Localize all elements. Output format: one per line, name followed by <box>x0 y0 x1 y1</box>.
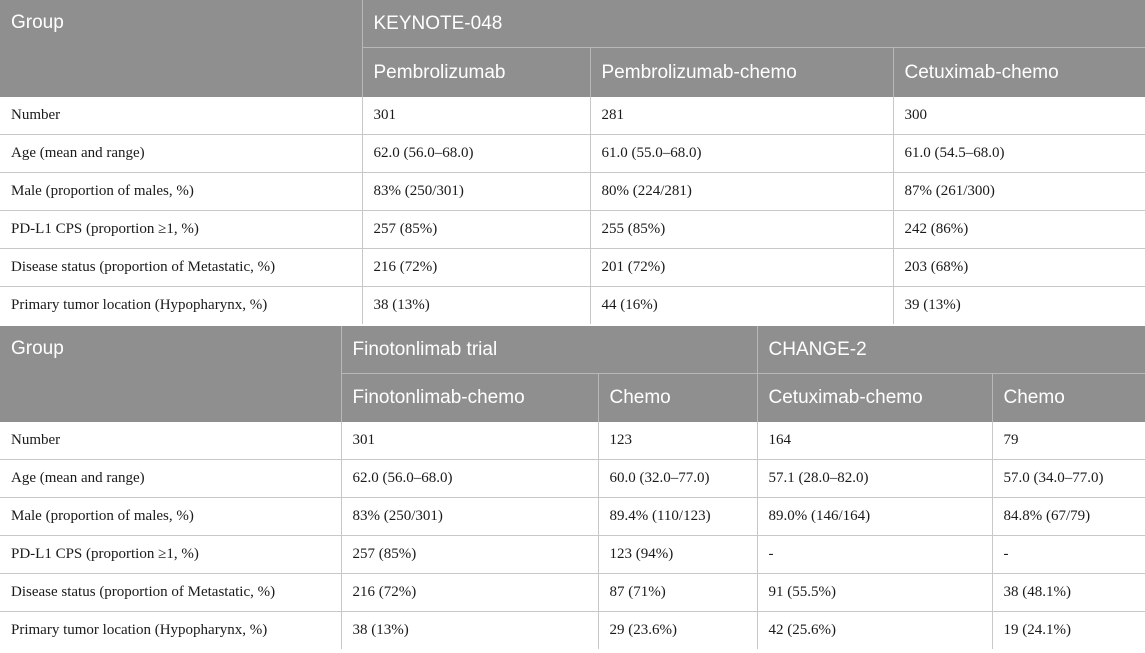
row-label: Age (mean and range) <box>0 460 341 498</box>
table-cell: 203 (68%) <box>893 249 1145 287</box>
arm-header: Pembrolizumab <box>362 48 590 98</box>
row-label: Number <box>0 422 341 460</box>
table-cell: 164 <box>757 422 992 460</box>
table-cell: 257 (85%) <box>341 536 598 574</box>
arm-header: Chemo <box>598 374 757 423</box>
table-cell: 61.0 (55.0–68.0) <box>590 135 893 173</box>
table-cell: 61.0 (54.5–68.0) <box>893 135 1145 173</box>
group-header: Group <box>0 326 341 422</box>
table-cell: 281 <box>590 97 893 135</box>
trial-header-finotonlimab: Finotonlimab trial <box>341 326 757 374</box>
table-row <box>0 460 1145 498</box>
table-cell: - <box>992 536 1145 574</box>
table-row <box>0 287 1145 325</box>
table-cell: 123 <box>598 422 757 460</box>
row-label: Disease status (proportion of Metastatic, %) <box>0 249 362 287</box>
table-cell: 38 (13%) <box>341 612 598 650</box>
row-label: Disease status (proportion of Metastatic, %) <box>0 574 341 612</box>
table-row <box>0 498 1145 536</box>
arm-header: Cetuximab-chemo <box>893 48 1145 98</box>
table-cell: 39 (13%) <box>893 287 1145 325</box>
row-label: Male (proportion of males, %) <box>0 498 341 536</box>
row-label: Male (proportion of males, %) <box>0 173 362 211</box>
row-label: PD-L1 CPS (proportion ≥1, %) <box>0 211 362 249</box>
row-label: Primary tumor location (Hypopharynx, %) <box>11 622 268 638</box>
row-label: Primary tumor location (Hypopharynx, %) <box>11 297 268 313</box>
row-label: PD-L1 CPS (proportion ≥1, %) <box>0 536 341 574</box>
table-cell: 255 (85%) <box>590 211 893 249</box>
table-cell: 84.8% (67/79) <box>992 498 1145 536</box>
table-cell: 301 <box>341 422 598 460</box>
table-cell: 89.0% (146/164) <box>757 498 992 536</box>
trial-header-keynote-048: KEYNOTE-048 <box>362 0 1145 48</box>
table-cell: 44 (16%) <box>590 287 893 325</box>
table-cell: 80% (224/281) <box>590 173 893 211</box>
table-cell: 62.0 (56.0–68.0) <box>341 460 598 498</box>
row-label: Age (mean and range) <box>0 135 362 173</box>
table-cell: 38 (48.1%) <box>992 574 1145 612</box>
table-cell: - <box>757 536 992 574</box>
table-row <box>0 574 1145 612</box>
table-cell: 83% (250/301) <box>341 498 598 536</box>
table-cell: 62.0 (56.0–68.0) <box>362 135 590 173</box>
table-row <box>0 211 1145 249</box>
table-cell: 300 <box>893 97 1145 135</box>
table-row <box>0 612 1145 650</box>
table-cell: 57.1 (28.0–82.0) <box>757 460 992 498</box>
group-header: Group <box>0 0 362 97</box>
table-row <box>0 135 1145 173</box>
table-cell: 216 (72%) <box>341 574 598 612</box>
table-row <box>0 97 1145 135</box>
table-cell: 242 (86%) <box>893 211 1145 249</box>
table-cell: 83% (250/301) <box>362 173 590 211</box>
finotonlimab-change2-table <box>0 326 1145 649</box>
table-row <box>0 173 1145 211</box>
table-cell: 89.4% (110/123) <box>598 498 757 536</box>
table-cell: 42 (25.6%) <box>757 612 992 650</box>
table-cell: 79 <box>992 422 1145 460</box>
table-cell: 60.0 (32.0–77.0) <box>598 460 757 498</box>
table-cell: 123 (94%) <box>598 536 757 574</box>
keynote-048-table <box>0 0 1145 324</box>
table-cell: 257 (85%) <box>362 211 590 249</box>
table-cell: 91 (55.5%) <box>757 574 992 612</box>
table-cell: 29 (23.6%) <box>598 612 757 650</box>
table-row <box>0 249 1145 287</box>
table-cell: 19 (24.1%) <box>992 612 1145 650</box>
table-cell: 201 (72%) <box>590 249 893 287</box>
table-row <box>0 536 1145 574</box>
trial-header-change-2: CHANGE-2 <box>757 326 1145 374</box>
table-cell: 38 (13%) <box>362 287 590 325</box>
arm-header: Cetuximab-chemo <box>757 374 992 423</box>
table-cell: 301 <box>362 97 590 135</box>
table-cell: 87% (261/300) <box>893 173 1145 211</box>
table-cell: 57.0 (34.0–77.0) <box>992 460 1145 498</box>
arm-header: Finotonlimab-chemo <box>341 374 598 423</box>
arm-header: Chemo <box>992 374 1145 423</box>
table-row <box>0 422 1145 460</box>
row-label: Number <box>0 97 362 135</box>
arm-header: Pembrolizumab-chemo <box>590 48 893 98</box>
table-cell: 216 (72%) <box>362 249 590 287</box>
table-cell: 87 (71%) <box>598 574 757 612</box>
